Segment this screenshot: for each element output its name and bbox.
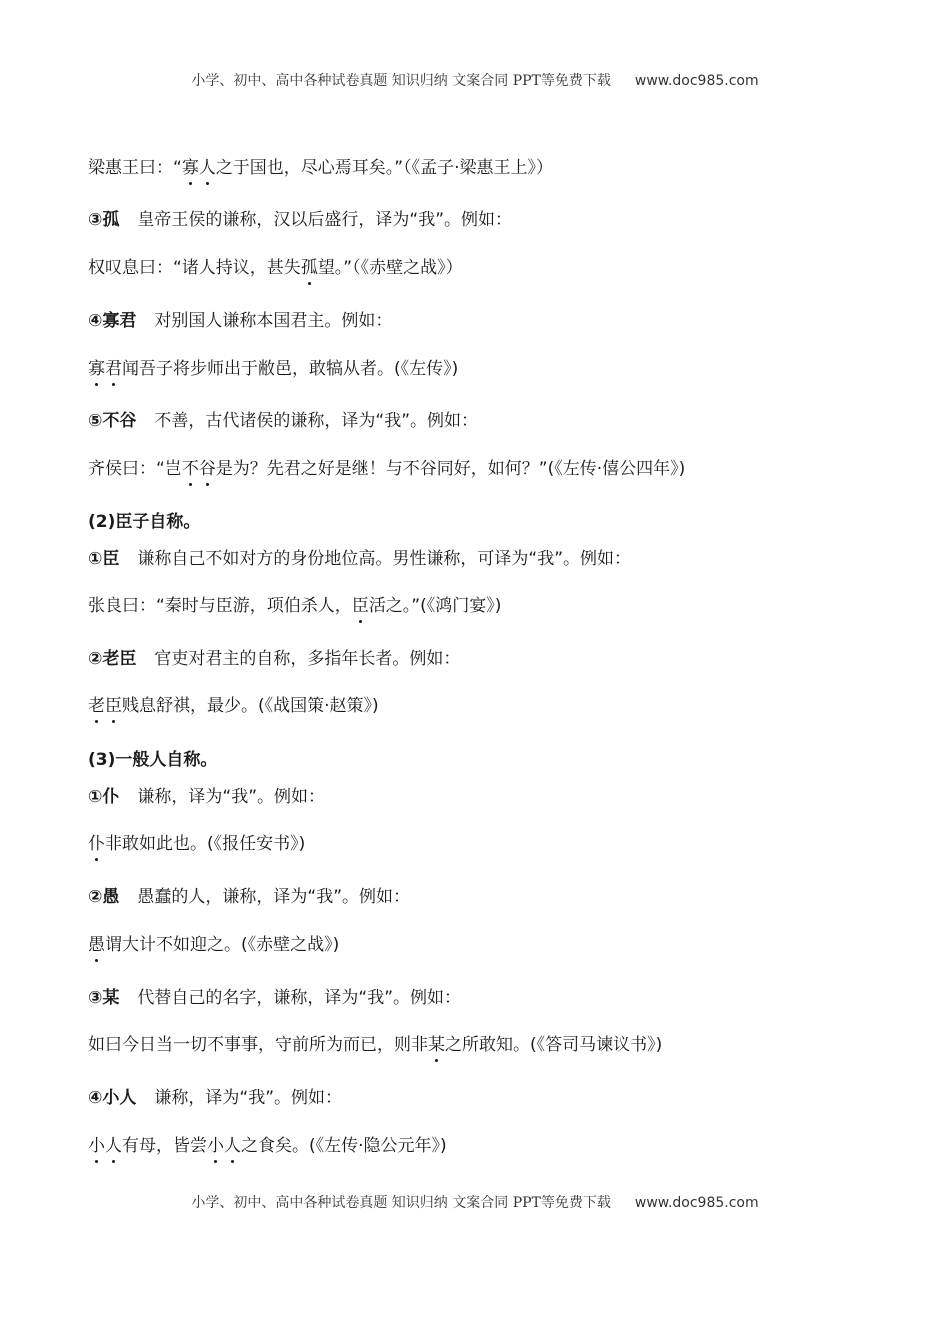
footer-text: 小学、初中、高中各种试卷真题 知识归纳 文案合同 PPT等免费下载	[191, 1195, 611, 1211]
text-segment: 之食矣。(《左传·隐公元年》)	[241, 1136, 447, 1156]
term-guajun	[88, 310, 392, 332]
text-segment: 谓大计不如迎之。(《赤壁之战》)	[105, 935, 340, 955]
term-pu	[88, 786, 325, 808]
example-line-10	[88, 1135, 447, 1157]
term-label: ④小人	[88, 1088, 137, 1108]
text-segment: 齐侯曰：“岂	[88, 459, 182, 479]
text-segment: 闻吾子将步师出于敝邑，敢犒从者。(《左传》)	[122, 359, 459, 379]
emphasis-char: 臣	[351, 596, 369, 616]
page-header	[0, 70, 950, 90]
text-segment: 有母，皆尝	[122, 1136, 207, 1156]
text-segment: 如曰今日当一切不事事，守前所为而已，则非	[88, 1035, 428, 1055]
text-segment: 之所敢知。(《答司马谏议书》)	[445, 1035, 663, 1055]
term-description: 不善，古代诸侯的谦称，译为“我”。例如：	[154, 411, 479, 431]
term-label: ⑤不谷	[88, 411, 137, 431]
emphasis-char: 寡	[88, 359, 105, 379]
text-segment: 张良曰：“秦时与臣游，项伯杀人，	[88, 596, 352, 616]
emphasis-char: 人	[105, 1136, 122, 1156]
term-description: 代替自己的名字，谦称，译为“我”。例如：	[137, 988, 462, 1008]
emphasis-char: 谷	[198, 459, 216, 479]
term-description: 谦称，译为“我”。例如：	[137, 787, 326, 807]
text-segment: 梁惠王曰：“	[88, 158, 182, 178]
example-line-3	[88, 358, 458, 380]
term-bugu	[88, 410, 478, 432]
term-label: ①仆	[88, 787, 120, 807]
term-mou	[88, 987, 461, 1009]
emphasis-char: 人	[224, 1136, 241, 1156]
term-description: 对别国人谦称本国君主。例如：	[154, 311, 393, 331]
term-description: 皇帝王侯的谦称，汉以后盛行，译为“我”。例如：	[137, 210, 513, 230]
term-description: 官吏对君主的自称，多指年长者。例如：	[154, 649, 461, 669]
term-label: ③孤	[88, 210, 120, 230]
text-segment: 望。”（《赤壁之战》）	[317, 258, 463, 278]
section-heading-3	[88, 749, 217, 771]
example-line-5	[88, 595, 501, 617]
term-label: ④寡君	[88, 311, 137, 331]
term-description: 谦称，译为“我”。例如：	[154, 1088, 343, 1108]
term-label: ①臣	[88, 549, 120, 569]
term-chen	[88, 548, 631, 570]
example-line-9	[88, 1034, 662, 1056]
section-heading-2	[88, 511, 200, 533]
term-label: (2)臣子自称。	[88, 512, 201, 532]
term-description: 愚蠢的人，谦称，译为“我”。例如：	[137, 887, 411, 907]
example-line-1	[88, 157, 553, 179]
emphasis-char: 某	[428, 1035, 445, 1055]
term-xiaoren	[88, 1087, 342, 1109]
text-segment: 之于国也，尽心焉耳矣。”（《孟子·梁惠王上》）	[215, 158, 554, 178]
example-line-2	[88, 257, 463, 279]
emphasis-char: 小	[88, 1136, 105, 1156]
term-laochen	[88, 648, 460, 670]
emphasis-char: 君	[105, 359, 122, 379]
emphasis-char: 臣	[105, 696, 122, 716]
footer-url[interactable]: www.doc985.com	[634, 1195, 759, 1211]
emphasis-char: 老	[88, 696, 105, 716]
page-footer	[0, 1192, 950, 1212]
emphasis-char: 不	[181, 459, 199, 479]
header-text: 小学、初中、高中各种试卷真题 知识归纳 文案合同 PPT等免费下载	[191, 73, 611, 89]
term-label: ②老臣	[88, 649, 137, 669]
term-gu	[88, 209, 512, 231]
emphasis-char: 小	[207, 1136, 224, 1156]
emphasis-char: 仆	[88, 834, 105, 854]
example-line-7	[88, 833, 305, 855]
emphasis-char: 孤	[300, 258, 318, 278]
text-segment: 活之。”(《鸿门宴》)	[368, 596, 502, 616]
example-line-8	[88, 934, 339, 956]
text-segment: 权叹息曰：“诸人持议，甚失	[88, 258, 301, 278]
term-yu	[88, 886, 410, 908]
header-url[interactable]: www.doc985.com	[634, 73, 759, 89]
example-line-6	[88, 695, 379, 717]
text-segment: 是为？先君之好是继！与不谷同好，如何？”(《左传·僖公四年》)	[215, 459, 686, 479]
term-label: ③某	[88, 988, 120, 1008]
emphasis-char: 寡	[181, 158, 199, 178]
term-label: ②愚	[88, 887, 120, 907]
term-description: 谦称自己不如对方的身份地位高。男性谦称，可译为“我”。例如：	[137, 549, 632, 569]
text-segment: 贱息舒祺，最少。(《战国策·赵策》)	[122, 696, 379, 716]
example-line-4	[88, 458, 685, 480]
term-label: (3)一般人自称。	[88, 750, 218, 770]
emphasis-char: 愚	[88, 935, 105, 955]
text-segment: 非敢如此也。(《报任安书》)	[105, 834, 306, 854]
emphasis-char: 人	[198, 158, 216, 178]
